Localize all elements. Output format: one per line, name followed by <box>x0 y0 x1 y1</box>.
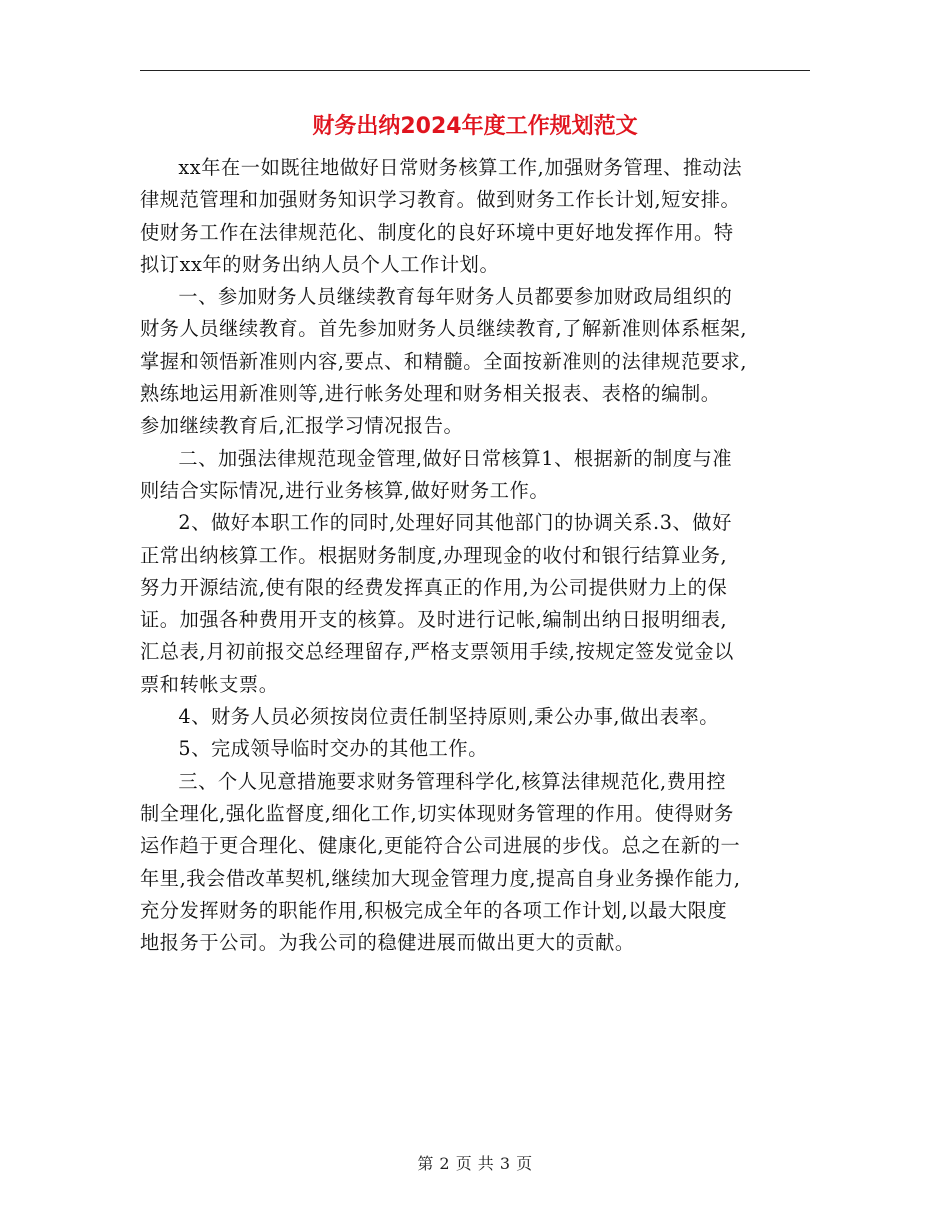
body-paragraph <box>140 766 808 960</box>
document-body <box>140 152 808 959</box>
paragraph-line: 充分发挥财务的职能作用,积极完成全年的各项工作计划,以最大限度 <box>140 898 728 922</box>
paragraph-line: 汇总表,月初前报交总经理留存,严格支票领用手续,按规定签发觉金以 <box>140 640 734 664</box>
paragraph-line: xx年在一如既往地做好日常财务核算工作,加强财务管理、推动法 <box>178 156 743 179</box>
paragraph-line: 则结合实际情况,进行业务核算,做好财务工作。 <box>140 478 550 502</box>
paragraph-line: 财务人员继续教育。首先参加财务人员继续教育,了解新准则体系框架, <box>140 317 748 341</box>
paragraph-line: 二、加强法律规范现金管理,做好日常核算1、根据新的制度与准 <box>178 446 733 470</box>
paragraph-line: 三、个人见意措施要求财务管理科学化,核算法律规范化,费用控 <box>178 769 727 793</box>
paragraph-line: 5、完成领导临时交办的其他工作。 <box>178 737 489 761</box>
body-paragraph <box>140 733 808 765</box>
paragraph-line: 年里,我会借改革契机,继续加大现金管理力度,提高自身业务操作能力, <box>140 866 741 890</box>
paragraph-line: 2、做好本职工作的同时,处理好同其他部门的协调关系.3、做好 <box>178 511 732 535</box>
paragraph-line: 拟订xx年的财务出纳人员个人工作计划。 <box>140 252 500 276</box>
paragraph-line: 参加继续教育后,汇报学习情况报告。 <box>140 414 464 438</box>
body-paragraph <box>140 152 808 281</box>
paragraph-line: 票和转帐支票。 <box>140 672 279 696</box>
paragraph-line: 努力开源结流,使有限的经费发挥真正的作用,为公司提供财力上的保 <box>140 575 728 599</box>
paragraph-line: 正常出纳核算工作。根据财务制度,办理现金的收付和银行结算业务, <box>140 543 728 567</box>
paragraph-line: 4、财务人员必须按岗位责任制坚持原则,秉公办事,做出表率。 <box>178 705 720 729</box>
paragraph-line: 掌握和领悟新准则内容,要点、和精髓。全面按新准则的法律规范要求, <box>140 349 748 373</box>
document-title: 财务出纳2024年度工作规划范文 <box>312 114 638 139</box>
paragraph-line: 地报务于公司。为我公司的稳健进展而做出更大的贡献。 <box>140 931 635 955</box>
body-paragraph <box>140 507 808 701</box>
paragraph-line: 律规范管理和加强财务知识学习教育。做到财务工作长计划,短安排。 <box>140 188 741 212</box>
paragraph-line: 熟练地运用新准则等,进行帐务处理和财务相关报表、表格的编制。 <box>140 382 721 406</box>
page-number-footer: 第 2 页 共 3 页 <box>417 1154 533 1173</box>
body-paragraph <box>140 443 808 508</box>
body-paragraph <box>140 701 808 733</box>
body-paragraph <box>140 281 808 442</box>
paragraph-line: 运作趋于更合理化、健康化,更能符合公司进展的步伐。总之在新的一 <box>140 834 741 858</box>
paragraph-line: 制全理化,强化监督度,细化工作,切实体现财务管理的作用。使得财务 <box>140 801 734 825</box>
header-rule <box>140 70 810 71</box>
paragraph-line: 使财务工作在法律规范化、制度化的良好环境中更好地发挥作用。特 <box>140 220 734 244</box>
paragraph-line: 证。加强各种费用开支的核算。及时进行记帐,编制出纳日报明细表, <box>140 608 728 632</box>
paragraph-line: 一、参加财务人员继续教育每年财务人员都要参加财政局组织的 <box>178 285 733 309</box>
